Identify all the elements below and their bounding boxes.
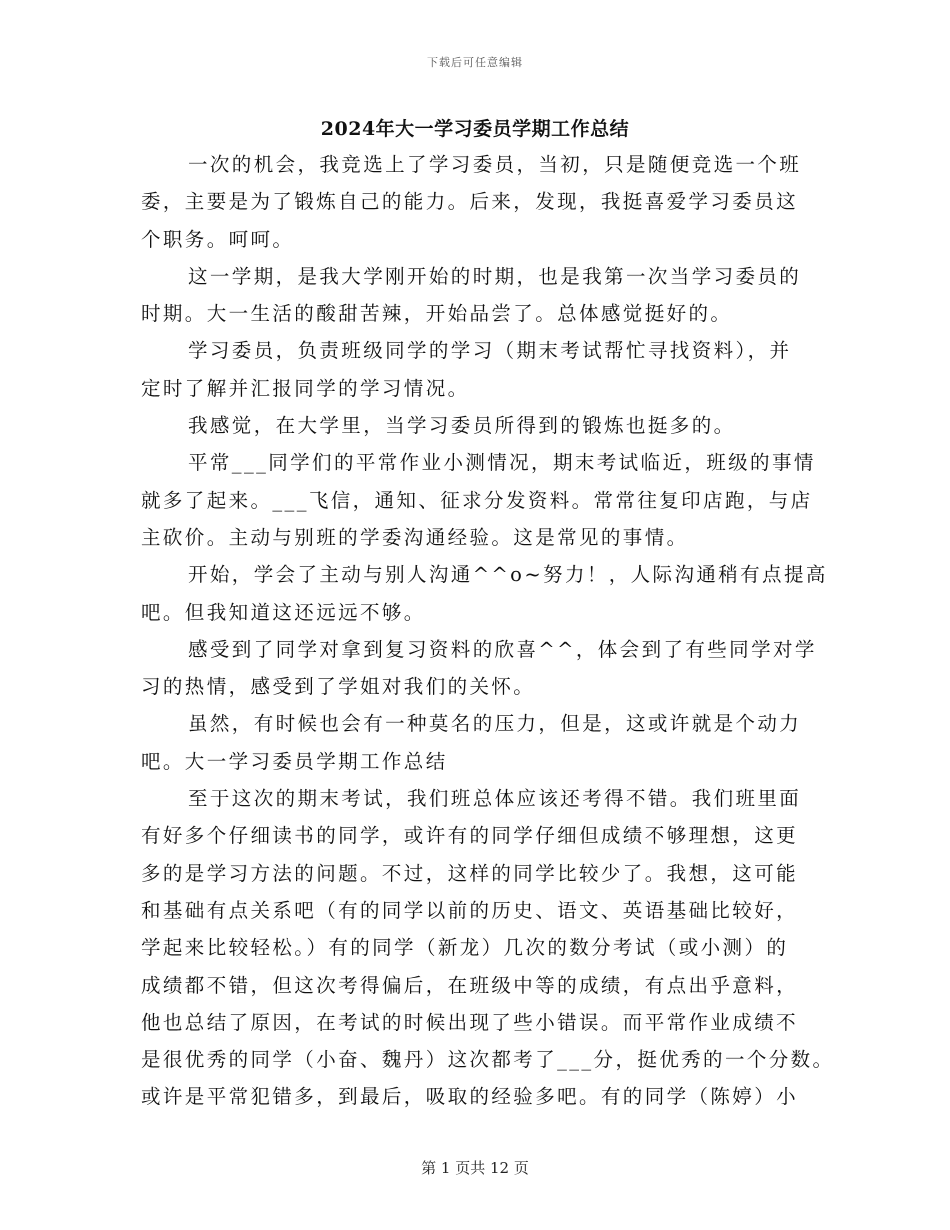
text-line: 主砍价。主动与别班的学委沟通经验。这是常见的事情。 (141, 525, 689, 549)
text-line: 这一学期，是我大学刚开始的时期，也是我第一次当学习委员的 (188, 264, 802, 288)
document-body (141, 146, 835, 1116)
text-line: 就多了起来。___飞信，通知、征求分发资料。常常往复印店跑，与店 (141, 488, 813, 512)
text-line: 至于这次的期末考试，我们班总体应该还考得不错。我们班里面 (188, 787, 802, 811)
text-line: 时期。大一生活的酸甜苦辣，开始品尝了。总体感觉挺好的。 (141, 302, 733, 326)
page-footer: 第 1 页共 12 页 (421, 1159, 529, 1177)
page-header-note: 下载后可任意编辑 (427, 56, 523, 69)
text-line: 习的热情，感受到了学姐对我们的关怀。 (141, 675, 536, 699)
text-line: 开始，学会了主动与别人沟通^^o~努力！，人际沟通稍有点提高 (188, 563, 828, 587)
text-line: 成绩都不错，但这次考得偏后，在班级中等的成绩，有点出乎意料， (141, 973, 799, 997)
text-line: 定时了解并汇报同学的学习情况。 (141, 376, 470, 400)
text-line: 委，主要是为了锻炼自己的能力。后来，发现，我挺喜爱学习委员这 (141, 190, 799, 214)
text-line: 他也总结了原因，在考试的时候出现了些小错误。而平常作业成绩不 (141, 1010, 799, 1034)
text-line: 吧。但我知道这还远远不够。 (141, 600, 426, 624)
text-line: 是很优秀的同学（小奋、魏丹）这次都考了___分，挺优秀的一个分数。 (141, 1048, 835, 1072)
text-line: 或许是平常犯错多，到最后，吸取的经验多吧。有的同学（陈婷）小 (141, 1085, 799, 1109)
text-line: 和基础有点关系吧（有的同学以前的历史、语文、英语基础比较好， (141, 898, 799, 922)
document-title: 2024年大一学习委员学期工作总结 (320, 118, 630, 140)
text-line: 个职务。呵呵。 (141, 227, 295, 251)
text-line: 有好多个仔细读书的同学，或许有的同学仔细但成绩不够理想，这更 (141, 824, 799, 848)
text-line: 学起来比较轻松。）有的同学（新龙）几次的数分考试（或小测）的 (141, 936, 789, 960)
text-line: 吧。大一学习委员学期工作总结 (141, 749, 448, 773)
text-line: 虽然，有时候也会有一种莫名的压力，但是，这或许就是个动力 (188, 712, 802, 736)
text-line: 平常___同学们的平常作业小测情况，期末考试临近，班级的事情 (188, 451, 816, 475)
text-line: 我感觉，在大学里，当学习委员所得到的锻炼也挺多的。 (188, 414, 736, 438)
text-line: 一次的机会，我竞选上了学习委员，当初，只是随便竞选一个班 (188, 153, 802, 176)
text-line: 多的是学习方法的问题。不过，这样的同学比较少了。我想，这可能 (141, 861, 799, 885)
text-line: 学习委员，负责班级同学的学习（期末考试帮忙寻找资料），并 (188, 339, 792, 363)
text-line: 感受到了同学对拿到复习资料的欣喜^^，体会到了有些同学对学 (188, 637, 817, 661)
